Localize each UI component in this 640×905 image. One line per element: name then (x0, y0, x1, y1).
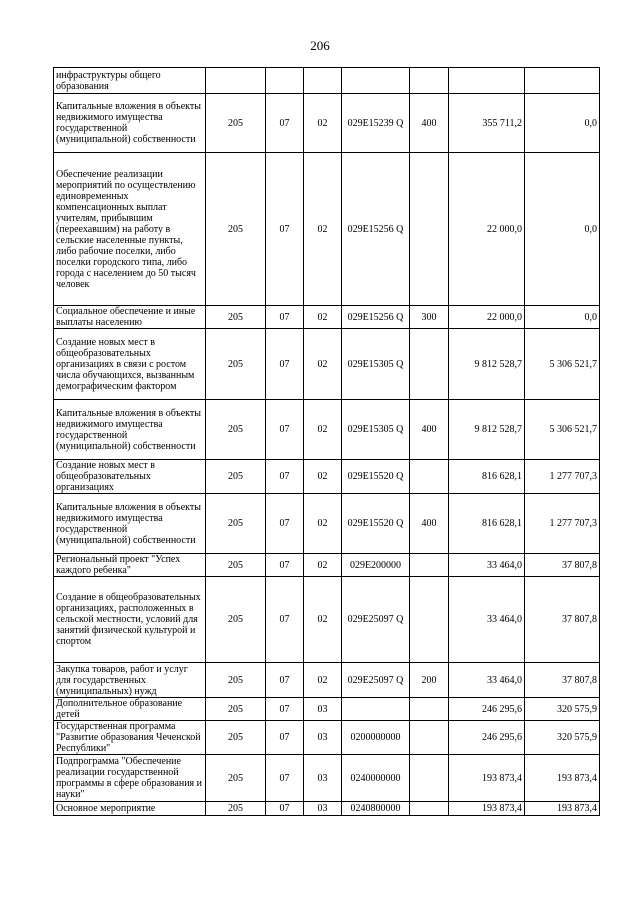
cell-sub: 02 (304, 94, 342, 153)
cell-typ (410, 153, 449, 306)
cell-gr: 205 (206, 306, 266, 329)
cell-v2: 193 873,4 (525, 802, 600, 816)
cell-name: Дополнительное образование детей (54, 698, 206, 721)
table-row (54, 306, 600, 329)
table-body (54, 68, 600, 816)
cell-tgt: 029E15305 Q (342, 400, 410, 460)
cell-gr: 205 (206, 663, 266, 698)
cell-typ (410, 68, 449, 94)
cell-gr: 205 (206, 153, 266, 306)
cell-name: инфраструктуры общего образования (54, 68, 206, 94)
cell-sec: 07 (266, 306, 304, 329)
cell-typ (410, 577, 449, 663)
cell-name: Капитальные вложения в объекты недвижимого имущества государственной (муниципальной) собственности (54, 400, 206, 460)
cell-sub: 03 (304, 698, 342, 721)
cell-gr: 205 (206, 494, 266, 554)
table-row (54, 721, 600, 755)
cell-name: Основное мероприятие (54, 802, 206, 816)
cell-typ: 400 (410, 494, 449, 554)
cell-sub: 02 (304, 329, 342, 400)
cell-sub: 02 (304, 400, 342, 460)
cell-sub: 03 (304, 802, 342, 816)
cell-sub: 03 (304, 755, 342, 802)
cell-sub: 02 (304, 577, 342, 663)
cell-sec: 07 (266, 329, 304, 400)
cell-tgt (342, 698, 410, 721)
cell-typ: 200 (410, 663, 449, 698)
cell-v1: 246 295,6 (449, 721, 525, 755)
cell-v1: 193 873,4 (449, 755, 525, 802)
table-row (54, 460, 600, 494)
cell-v1: 33 464,0 (449, 663, 525, 698)
cell-v1: 816 628,1 (449, 494, 525, 554)
table-row (54, 698, 600, 721)
cell-v1: 9 812 528,7 (449, 400, 525, 460)
cell-name: Капитальные вложения в объекты недвижимого имущества государственной (муниципальной) собственности (54, 494, 206, 554)
cell-v2: 5 306 521,7 (525, 400, 600, 460)
cell-name: Создание в общеобразовательных организациях, расположенных в сельской местности, условий для занятий физической культурой и спортом (54, 577, 206, 663)
table-row (54, 400, 600, 460)
cell-sub (304, 68, 342, 94)
cell-v2: 37 807,8 (525, 554, 600, 577)
cell-sub: 02 (304, 153, 342, 306)
cell-v2: 0,0 (525, 306, 600, 329)
cell-gr: 205 (206, 554, 266, 577)
cell-typ: 300 (410, 306, 449, 329)
cell-tgt: 029E25097 Q (342, 577, 410, 663)
cell-v1: 33 464,0 (449, 577, 525, 663)
table-row (54, 494, 600, 554)
table-row (54, 153, 600, 306)
cell-typ (410, 329, 449, 400)
cell-typ (410, 460, 449, 494)
cell-name: Подпрограмма "Обеспечение реализации государственной программы в сфере образования и науки" (54, 755, 206, 802)
cell-typ: 400 (410, 400, 449, 460)
cell-v2: 5 306 521,7 (525, 329, 600, 400)
cell-sec: 07 (266, 698, 304, 721)
cell-v2: 320 575,9 (525, 721, 600, 755)
cell-sub: 02 (304, 663, 342, 698)
cell-tgt: 029E25097 Q (342, 663, 410, 698)
budget-table (53, 67, 600, 816)
cell-gr: 205 (206, 460, 266, 494)
cell-sec: 07 (266, 494, 304, 554)
cell-name: Создание новых мест в общеобразовательных организациях (54, 460, 206, 494)
cell-v2: 37 807,8 (525, 577, 600, 663)
cell-v2: 0,0 (525, 153, 600, 306)
cell-sec: 07 (266, 400, 304, 460)
cell-name: Обеспечение реализации мероприятий по осуществлению единовременных компенсационных выплат учителям, прибывшим (переехавшим) на работу в сельские населенные пункты, либо рабочие поселки, либо поселки городского типа, либо города с населением до 50 тысяч человек (54, 153, 206, 306)
cell-v2 (525, 68, 600, 94)
cell-v1 (449, 68, 525, 94)
cell-v2: 320 575,9 (525, 698, 600, 721)
cell-typ (410, 698, 449, 721)
cell-v1: 33 464,0 (449, 554, 525, 577)
table-row (54, 577, 600, 663)
cell-typ (410, 554, 449, 577)
cell-gr: 205 (206, 329, 266, 400)
cell-sub: 02 (304, 494, 342, 554)
cell-tgt: 029E200000 (342, 554, 410, 577)
cell-sec: 07 (266, 755, 304, 802)
cell-v1: 246 295,6 (449, 698, 525, 721)
cell-gr: 205 (206, 698, 266, 721)
cell-v2: 1 277 707,3 (525, 460, 600, 494)
cell-gr: 205 (206, 755, 266, 802)
cell-sec: 07 (266, 554, 304, 577)
cell-name: Социальное обеспечение и иные выплаты населению (54, 306, 206, 329)
cell-sub: 02 (304, 306, 342, 329)
table-row (54, 802, 600, 816)
cell-sec: 07 (266, 721, 304, 755)
cell-sec: 07 (266, 577, 304, 663)
cell-sec: 07 (266, 802, 304, 816)
cell-name: Капитальные вложения в объекты недвижимого имущества государственной (муниципальной) собственности (54, 94, 206, 153)
cell-gr: 205 (206, 94, 266, 153)
cell-typ (410, 802, 449, 816)
cell-tgt: 029E15520 Q (342, 460, 410, 494)
table-row (54, 329, 600, 400)
cell-v1: 816 628,1 (449, 460, 525, 494)
cell-typ (410, 755, 449, 802)
cell-tgt: 0200000000 (342, 721, 410, 755)
cell-sec: 07 (266, 663, 304, 698)
cell-tgt: 029E15256 Q (342, 153, 410, 306)
cell-tgt: 029E15256 Q (342, 306, 410, 329)
page-number: 206 (310, 38, 330, 53)
cell-gr: 205 (206, 577, 266, 663)
table-row (54, 554, 600, 577)
cell-gr (206, 68, 266, 94)
cell-sec: 07 (266, 94, 304, 153)
cell-gr: 205 (206, 721, 266, 755)
table-row (54, 663, 600, 698)
table-row (54, 755, 600, 802)
cell-v2: 37 807,8 (525, 663, 600, 698)
cell-sec (266, 68, 304, 94)
cell-sec: 07 (266, 153, 304, 306)
cell-v1: 22 000,0 (449, 306, 525, 329)
cell-typ (410, 721, 449, 755)
cell-gr: 205 (206, 802, 266, 816)
cell-v1: 355 711,2 (449, 94, 525, 153)
cell-sub: 02 (304, 554, 342, 577)
cell-sec: 07 (266, 460, 304, 494)
cell-name: Региональный проект "Успех каждого ребенка" (54, 554, 206, 577)
table-row (54, 68, 600, 94)
cell-v2: 1 277 707,3 (525, 494, 600, 554)
cell-v1: 193 873,4 (449, 802, 525, 816)
cell-name: Закупка товаров, работ и услуг для государственных (муниципальных) нужд (54, 663, 206, 698)
cell-v1: 22 000,0 (449, 153, 525, 306)
cell-tgt: 029E15239 Q (342, 94, 410, 153)
cell-name: Создание новых мест в общеобразовательных организациях в связи с ростом числа обучающихся, вызванным демографическим фактором (54, 329, 206, 400)
cell-tgt: 029E15520 Q (342, 494, 410, 554)
cell-v1: 9 812 528,7 (449, 329, 525, 400)
cell-gr: 205 (206, 400, 266, 460)
cell-tgt: 029E15305 Q (342, 329, 410, 400)
cell-v2: 193 873,4 (525, 755, 600, 802)
cell-sub: 03 (304, 721, 342, 755)
cell-tgt: 0240800000 (342, 802, 410, 816)
cell-name: Государственная программа "Развитие образования Чеченской Республики" (54, 721, 206, 755)
cell-tgt: 0240000000 (342, 755, 410, 802)
cell-sub: 02 (304, 460, 342, 494)
table-row (54, 94, 600, 153)
cell-v2: 0,0 (525, 94, 600, 153)
cell-typ: 400 (410, 94, 449, 153)
cell-tgt (342, 68, 410, 94)
